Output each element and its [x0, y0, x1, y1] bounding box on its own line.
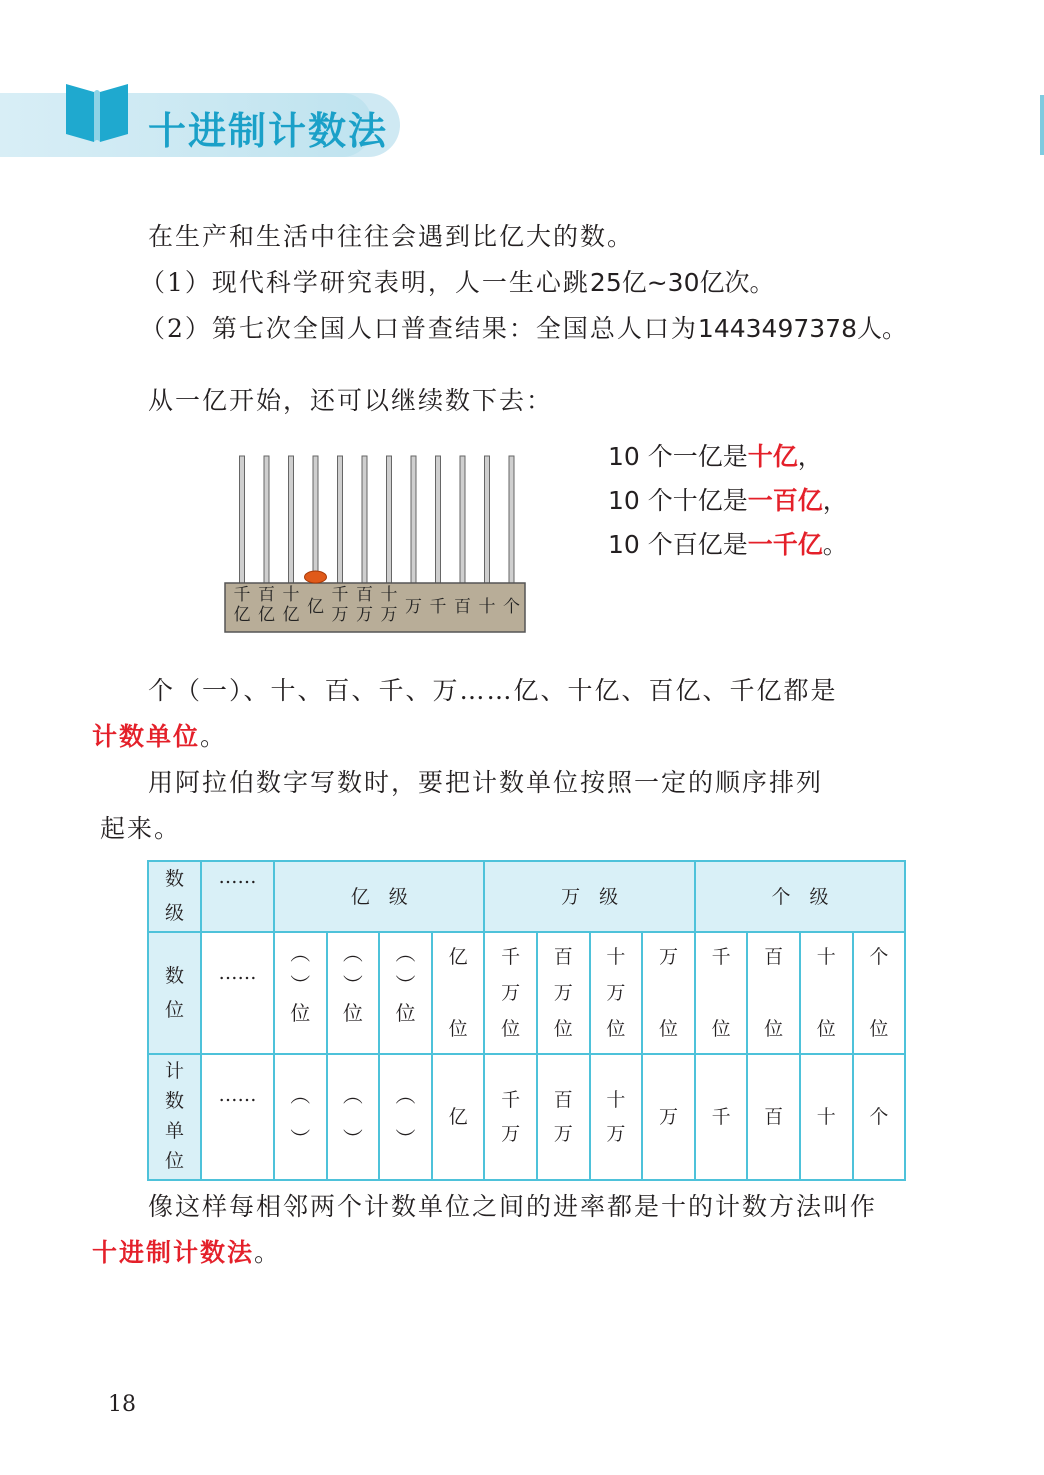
fact-result: 十亿	[747, 442, 798, 471]
unit-qian: 千	[695, 1054, 748, 1180]
fact-item-2-number: 1443497378人。	[697, 314, 907, 343]
ellipsis-cell: ……	[201, 932, 274, 1054]
order-paragraph: 用阿拉伯数字写数时，要把计数单位按照一定的顺序排列	[148, 768, 824, 797]
row-header-place: 数位	[148, 932, 201, 1054]
abacus-rod	[240, 456, 245, 583]
place-qian: 千 位	[695, 932, 748, 1054]
table-row-places	[148, 932, 905, 1054]
level-ge: 个 级	[695, 861, 905, 932]
fact-item-2-text: （2）第七次全国人口普查结果：全国总人口为	[140, 314, 698, 343]
fact-row-2	[608, 486, 848, 516]
place-shi: 十 位	[800, 932, 853, 1054]
table-row-levels	[148, 861, 905, 932]
fact-row-3	[608, 530, 848, 560]
page-edge-marker	[1040, 95, 1044, 155]
units-paragraph: 个（一）、十、百、千、万……亿、十亿、百亿、千亿都是	[148, 676, 838, 705]
place-qianwan: 千 万 位	[484, 932, 537, 1054]
abacus-column-label: 十	[282, 585, 300, 605]
abacus-rod	[313, 456, 318, 583]
row-header-level: 数级	[148, 861, 201, 932]
fact-item-1	[140, 268, 775, 298]
place-ge: 个 位	[853, 932, 906, 1054]
abacus-rod	[436, 456, 441, 583]
fact-end: ，	[822, 486, 848, 515]
term-counting-unit: 计数单位	[92, 722, 201, 751]
fact-item-2	[140, 314, 907, 344]
fact-num: 10	[608, 442, 640, 471]
abacus-column-label: 百	[356, 585, 373, 605]
units-term-line	[92, 722, 227, 752]
abacus-column-label: 亿	[282, 605, 300, 625]
abacus-rod	[338, 456, 343, 583]
abacus-rod	[509, 456, 514, 583]
row-header-unit: 计数单位	[148, 1054, 201, 1180]
place-baiwan: 百 万 位	[537, 932, 590, 1054]
abacus-rod	[264, 456, 269, 583]
unit-blank: ︵ ︶	[379, 1054, 432, 1180]
open-book-icon	[62, 80, 132, 144]
place-shiwan: 十 万 位	[590, 932, 643, 1054]
unit-qianwan: 千 万	[484, 1054, 537, 1180]
place-blank: ︵ ︶ 位	[379, 932, 432, 1054]
unit-baiwan: 百 万	[537, 1054, 590, 1180]
section-title: 十进制计数法	[148, 109, 389, 153]
abacus-column-label: 亿	[258, 605, 275, 625]
count-on-line: 从一亿开始，还可以继续数下去：	[148, 386, 554, 415]
unit-blank: ︵ ︶	[327, 1054, 380, 1180]
page-number: 18	[108, 1392, 136, 1417]
place-bai: 百 位	[747, 932, 800, 1054]
conclusion-end: 。	[254, 1238, 282, 1267]
abacus-column-label: 亿	[307, 597, 324, 617]
place-value-table	[147, 860, 906, 1181]
table-row-units	[148, 1054, 905, 1180]
abacus-column-label: 万	[331, 605, 349, 625]
units-term-end: 。	[200, 722, 228, 751]
abacus-column-label: 百	[258, 585, 275, 605]
abacus-bead	[305, 571, 327, 583]
fact-item-1-number: 25亿~30亿次。	[589, 268, 775, 297]
abacus-column-label: 千	[331, 585, 349, 605]
abacus-rod	[460, 456, 465, 583]
abacus-illustration	[224, 452, 526, 634]
fact-item-1-text: （1）现代科学研究表明，人一生心跳	[140, 268, 590, 297]
level-yi: 亿 级	[274, 861, 484, 932]
intro-line: 在生产和生活中往往会遇到比亿大的数。	[148, 222, 635, 251]
unit-bai: 百	[747, 1054, 800, 1180]
unit-ge: 个	[853, 1054, 906, 1180]
ellipsis-cell: ……	[201, 861, 274, 932]
fact-unit: 个百亿是	[639, 530, 748, 559]
unit-blank: ︵ ︶	[274, 1054, 327, 1180]
abacus-column-label: 百	[454, 597, 471, 617]
conclusion-line: 像这样每相邻两个计数单位之间的进率都是十的计数方法叫作	[148, 1192, 878, 1221]
abacus-column-label: 个	[503, 597, 520, 617]
abacus-column-label: 万	[356, 605, 373, 625]
abacus-column-label: 亿	[233, 605, 251, 625]
fact-num: 10	[608, 486, 640, 515]
fact-result: 一百亿	[747, 486, 823, 515]
abacus-rod	[289, 456, 294, 583]
abacus-rod	[485, 456, 490, 583]
unit-yi: 亿	[432, 1054, 485, 1180]
fact-end: 。	[822, 530, 848, 559]
fact-unit: 个十亿是	[639, 486, 748, 515]
place-blank: ︵ ︶ 位	[327, 932, 380, 1054]
abacus-column-label: 万	[380, 605, 398, 625]
fact-unit: 个一亿是	[639, 442, 748, 471]
abacus-column-label: 千	[429, 597, 447, 617]
abacus-rod	[387, 456, 392, 583]
fact-end: ，	[797, 442, 823, 471]
fact-result: 一千亿	[747, 530, 823, 559]
conclusion-term-line	[92, 1238, 281, 1268]
unit-shiwan: 十 万	[590, 1054, 643, 1180]
unit-wan: 万	[642, 1054, 695, 1180]
abacus-rod	[362, 456, 367, 583]
place-yi: 亿 位	[432, 932, 485, 1054]
level-wan: 万 级	[484, 861, 694, 932]
abacus-column-label: 万	[405, 597, 422, 617]
order-paragraph-2: 起来。	[100, 814, 182, 843]
unit-shi: 十	[800, 1054, 853, 1180]
abacus-column-label: 十	[380, 585, 398, 605]
place-wan: 万 位	[642, 932, 695, 1054]
fact-num: 10	[608, 530, 640, 559]
abacus-column-label: 十	[478, 597, 496, 617]
abacus-column-label: 千	[233, 585, 251, 605]
fact-row-1	[608, 442, 823, 472]
term-decimal-system: 十进制计数法	[92, 1238, 255, 1267]
place-blank: ︵ ︶ 位	[274, 932, 327, 1054]
ellipsis-cell: ……	[201, 1054, 274, 1180]
abacus-rod	[411, 456, 416, 583]
